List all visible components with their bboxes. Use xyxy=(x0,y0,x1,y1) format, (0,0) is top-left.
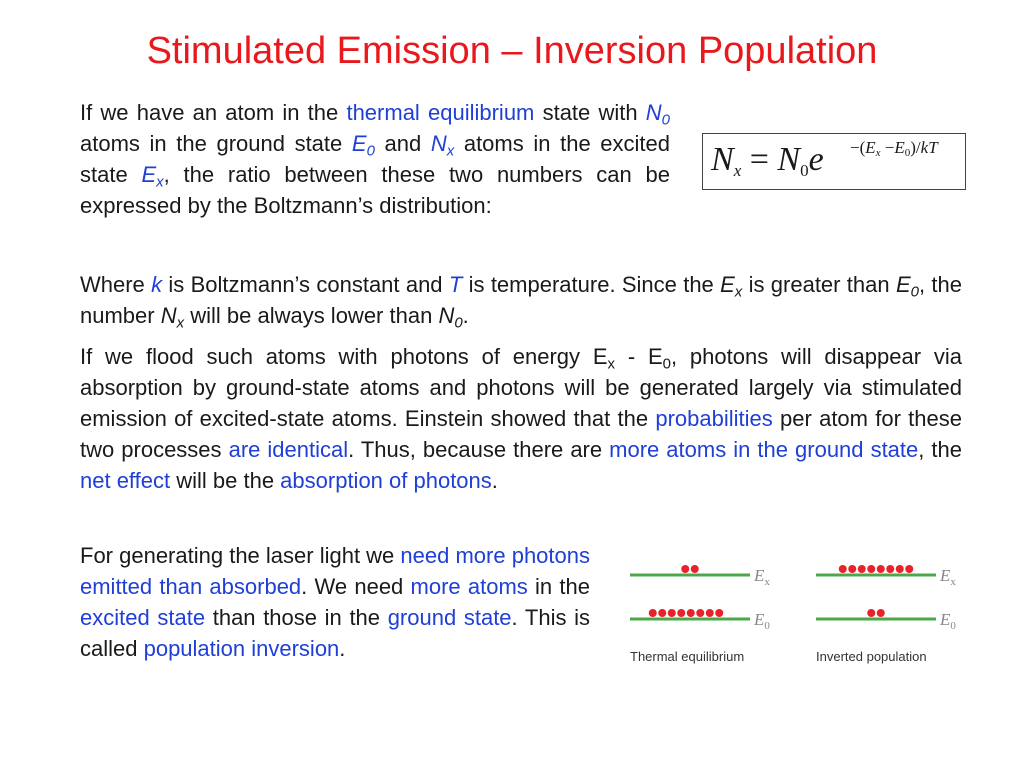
text-segment: state with xyxy=(534,100,646,125)
ground-atoms xyxy=(867,609,885,617)
highlight-population-inversion: population inversion xyxy=(143,636,340,661)
sub-x: x xyxy=(607,355,616,373)
highlight-thermal-equilibrium: thermal equilibrium xyxy=(346,100,535,125)
text-segment: , photons will disappear via absorption by ground-state atoms and photons will be generated largely via stimulated emission of excited-state atoms. Einstein showed that the xyxy=(80,344,962,431)
text-segment: is temperature. Since the xyxy=(462,272,721,297)
text-segment: , the number xyxy=(80,272,962,328)
text-segment: will be the xyxy=(170,468,281,493)
atom-dot xyxy=(896,565,904,573)
highlight-excited-state: excited state xyxy=(80,605,206,630)
atom-dot xyxy=(706,609,714,617)
text-segment: and xyxy=(374,131,431,156)
text-segment: If we flood such atoms with photons of energy E xyxy=(80,344,608,369)
text-segment: per atom for these two processes xyxy=(80,406,962,462)
thermal-equilibrium-panel xyxy=(630,565,770,664)
var-e0: $E_0$ xyxy=(351,131,375,160)
text-segment: atoms in the excited state xyxy=(80,131,670,187)
level-label-e0: $E_0$ xyxy=(754,610,770,632)
paragraph-boltzmann-constant xyxy=(80,269,962,331)
text-segment: Where xyxy=(80,272,152,297)
atom-dot xyxy=(687,609,695,617)
text-segment: is Boltzmann’s constant and xyxy=(162,272,449,297)
text-segment: than those in the xyxy=(205,605,388,630)
highlight-ground-state: ground state xyxy=(387,605,512,630)
formula-exponent: $-(E_x -E_0)/kT$ xyxy=(850,138,938,159)
atom-dot xyxy=(877,565,885,573)
text-segment: in the xyxy=(527,574,590,599)
text-segment: . xyxy=(339,636,346,661)
atom-dot xyxy=(649,609,657,617)
var-n0: $N_0$ xyxy=(438,303,463,332)
highlight-more-atoms: more atoms xyxy=(410,574,528,599)
atom-dot xyxy=(886,565,894,573)
atom-dot xyxy=(867,565,875,573)
highlight-are-identical: are identical xyxy=(228,437,349,462)
atom-dot xyxy=(715,609,723,617)
excited-atoms xyxy=(839,565,914,573)
paragraph-population-inversion xyxy=(80,540,590,664)
var-nx: $N_x$ xyxy=(430,131,455,160)
highlight-net-effect: net effect xyxy=(80,468,171,493)
text-segment: . We need xyxy=(301,574,411,599)
text-segment: , the xyxy=(918,437,962,462)
atom-dot xyxy=(668,609,676,617)
highlight-absorption-of-photons: absorption of photons xyxy=(280,468,492,493)
highlight-need-more-photons: need more photons emitted than absorbed xyxy=(80,543,591,599)
text-segment: . Thus, because there are xyxy=(348,437,610,462)
text-segment: . This is called xyxy=(80,605,591,661)
atom-dot xyxy=(867,609,875,617)
caption-inverted-population: Inverted population xyxy=(816,649,927,664)
atom-dot xyxy=(905,565,913,573)
caption-thermal-equilibrium: Thermal equilibrium xyxy=(630,649,745,664)
ground-atoms xyxy=(649,609,724,617)
level-label-ex: $E_x$ xyxy=(940,566,956,588)
var-e0: $E_0$ xyxy=(895,272,919,301)
sub-0: 0 xyxy=(662,355,671,373)
var-k: k xyxy=(151,272,163,297)
atom-dot xyxy=(658,609,666,617)
formula-main: $N_x = N_0e$ xyxy=(711,141,824,180)
paragraph-absorption xyxy=(80,341,962,496)
var-ex: $E_x$ xyxy=(141,162,164,191)
text-segment: If we have an atom in the xyxy=(80,100,347,125)
var-n0: $N_0$ xyxy=(645,100,670,129)
text-segment: - E xyxy=(615,344,663,369)
atom-dot xyxy=(677,609,685,617)
atom-dot xyxy=(848,565,856,573)
population-diagram xyxy=(626,556,976,676)
text-segment: . xyxy=(491,468,498,493)
var-nx: $N_x$ xyxy=(160,303,185,332)
highlight-probabilities: probabilities xyxy=(655,406,773,431)
text-segment: will be always lower than xyxy=(184,303,439,328)
atom-dot xyxy=(696,609,704,617)
level-label-ex: $E_x$ xyxy=(754,566,770,588)
atom-dot xyxy=(858,565,866,573)
text-segment: is greater than xyxy=(742,272,896,297)
atom-dot xyxy=(877,609,885,617)
boltzmann-formula xyxy=(702,133,966,190)
atom-dot xyxy=(691,565,699,573)
text-segment: , the ratio between these two numbers can be expressed by the Boltzmann’s distribution: xyxy=(80,162,671,218)
level-label-e0: $E_0$ xyxy=(940,610,956,632)
text-segment: atoms in the ground state xyxy=(80,131,352,156)
var-ex: $E_x$ xyxy=(720,272,743,301)
excited-atoms xyxy=(681,565,699,573)
text-segment: . xyxy=(462,303,469,328)
atom-dot xyxy=(839,565,847,573)
paragraph-thermal-equilibrium xyxy=(80,97,670,221)
var-t: T xyxy=(448,272,463,297)
highlight-more-atoms-ground: more atoms in the ground state xyxy=(609,437,919,462)
text-segment: For generating the laser light we xyxy=(80,543,401,568)
atom-dot xyxy=(681,565,689,573)
inverted-population-panel xyxy=(816,565,956,664)
slide-title: Stimulated Emission – Inversion Population xyxy=(146,30,878,72)
